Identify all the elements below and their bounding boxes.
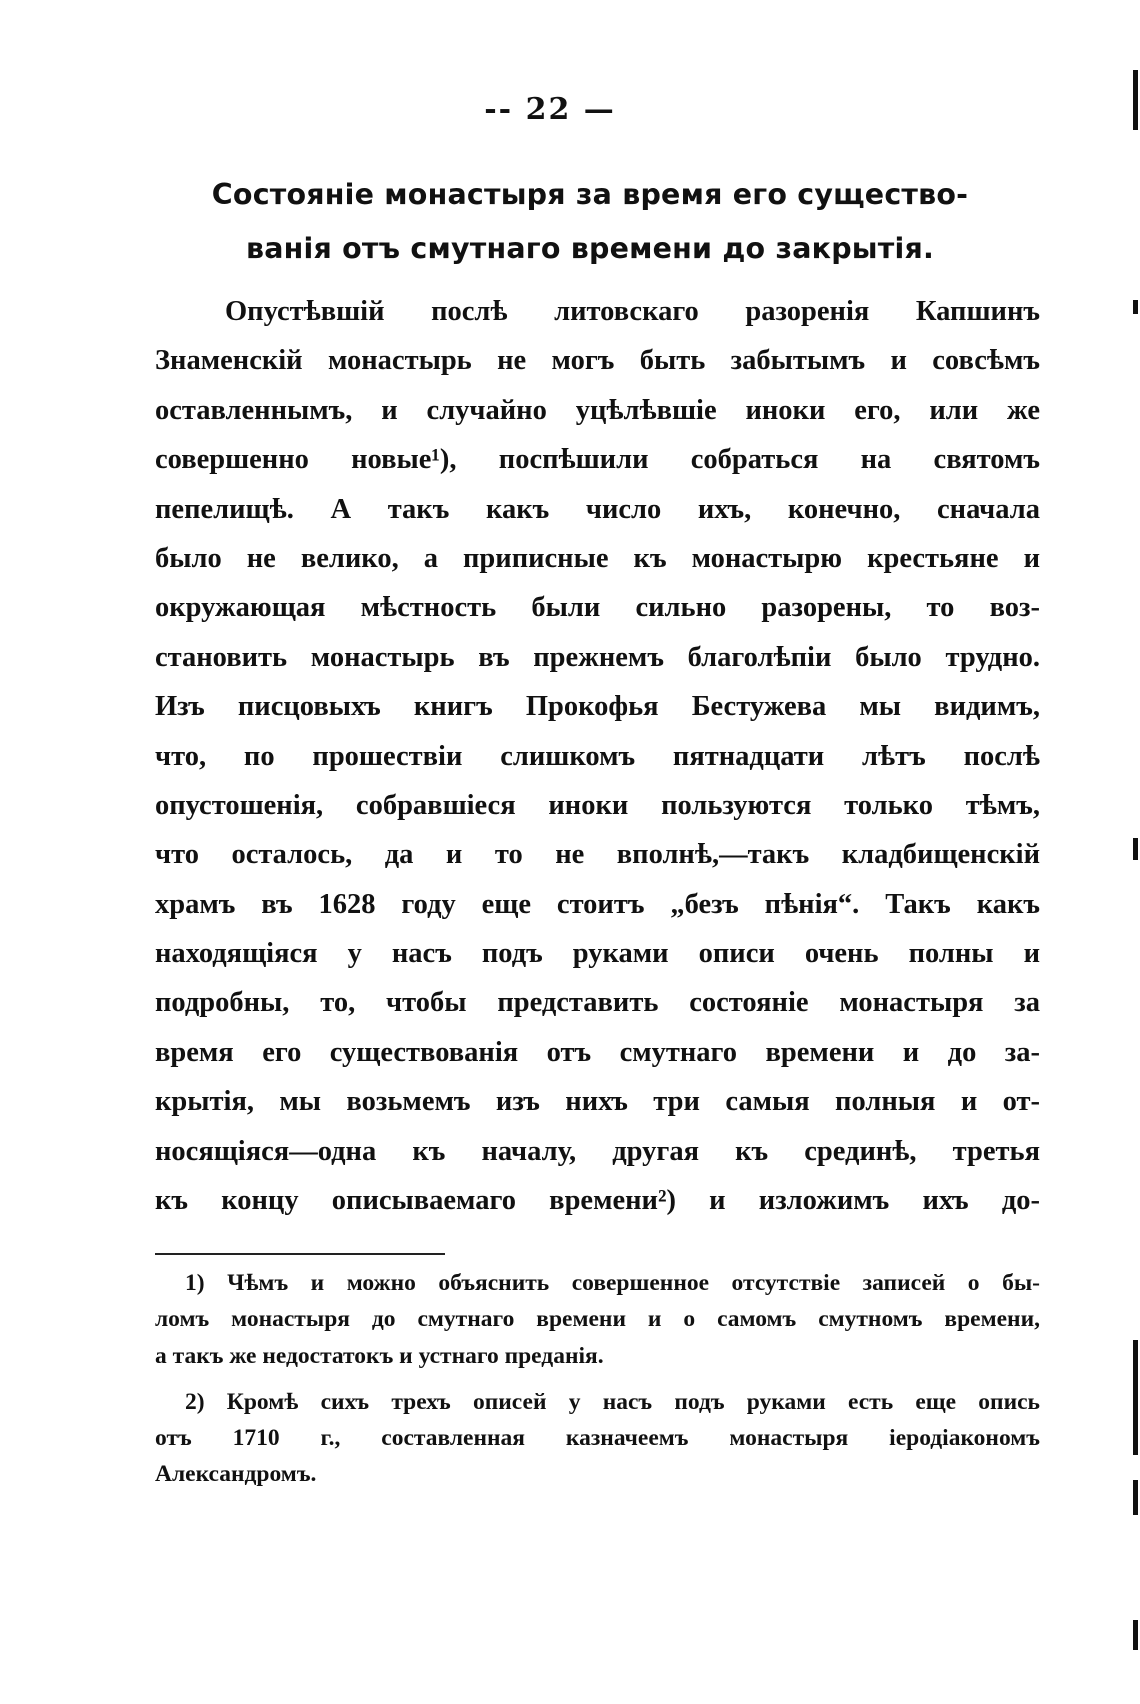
body-line: что, по прошествiи слишкомъ пятнадцати лѣтъ послѣ [155, 740, 1040, 772]
heading-line: Состоянiе монастыря за время его существо- [211, 178, 969, 211]
body-line: совершенно новые¹), поспѣшили собраться на святомъ [155, 444, 1040, 476]
body-line: пепелищѣ. А такъ какъ число ихъ, конечно, сначала [155, 493, 1040, 525]
body-line: что осталось, да и то не вполнѣ,—такъ кладбищенскiй [155, 839, 1040, 871]
scan-edge-mark [1133, 1340, 1138, 1455]
footnote-line: а такъ же недостатокъ и устнаго преданiя. [155, 1342, 604, 1369]
body-line: находящiяся у насъ подъ руками описи очень полны и [155, 938, 1040, 970]
footnote-line: 2) Кромѣ сихъ трехъ описей у насъ подъ руками есть еще опись [185, 1388, 1040, 1415]
page-number: -- 22 — [484, 92, 616, 127]
footnote-2 [155, 1384, 1040, 1493]
footnote-line: Александромъ. [155, 1461, 317, 1488]
body-line: къ концу описываемаго времени²) и изложимъ ихъ до- [155, 1185, 1040, 1217]
footnote-1 [155, 1265, 1040, 1374]
body-line: Знаменскiй монастырь не могъ быть забытымъ и совсѣмъ [155, 345, 1040, 377]
footnote-line: 1) Чѣмъ и можно объяснить совершенное отсутствiе записей о бы- [185, 1270, 1040, 1296]
body-line: время его существованiя отъ смутнаго времени и до за- [155, 1036, 1040, 1068]
body-paragraph [155, 287, 1040, 1225]
scan-edge-mark [1133, 1620, 1138, 1650]
body-line: храмъ въ 1628 году еще стоитъ „безъ пѣнiя“. Такъ какъ [155, 888, 1040, 920]
body-line: Опустѣвшiй послѣ литовскаго разоренiя Капшинъ [225, 296, 1040, 327]
footnote-line: отъ 1710 г., составленная казначеемъ монастыря iеродiакономъ [155, 1425, 1040, 1452]
body-line: Изъ писцовыхъ книгъ Прокофья Бестужева мы видимъ, [155, 691, 1040, 723]
body-line: оставленнымъ, и случайно уцѣлѣвшiе иноки его, или же [155, 394, 1040, 426]
scan-edge-mark [1133, 838, 1138, 860]
body-line: было не велико, а приписные къ монастырю крестьяне и [155, 542, 1040, 574]
body-line: носящiяся—одна къ началу, другая къ срединѣ, третья [155, 1135, 1040, 1167]
heading-line: ванiя отъ смутнаго времени до закрытiя. [245, 232, 934, 265]
scan-edge-mark [1133, 70, 1138, 130]
footnotes [155, 1265, 1040, 1503]
section-heading [150, 168, 1030, 276]
body-line: окружающая мѣстность были сильно разорены, то воз- [155, 592, 1040, 624]
body-line: становить монастырь въ прежнемъ благолѣпiи было трудно. [155, 641, 1040, 673]
scan-edge-mark [1133, 1480, 1138, 1515]
body-line: опустошенiя, собравшiеся иноки пользуются только тѣмъ, [155, 789, 1040, 821]
footnote-line: ломъ монастыря до смутнаго времени и о самомъ смутномъ времени, [155, 1306, 1040, 1333]
footnote-rule [155, 1253, 445, 1255]
body-line: подробны, то, чтобы представить состоянiе монастыря за [155, 987, 1040, 1019]
body-line: крытiя, мы возьмемъ изъ нихъ три самыя полныя и от- [155, 1086, 1040, 1118]
scan-edge-mark [1133, 300, 1138, 314]
